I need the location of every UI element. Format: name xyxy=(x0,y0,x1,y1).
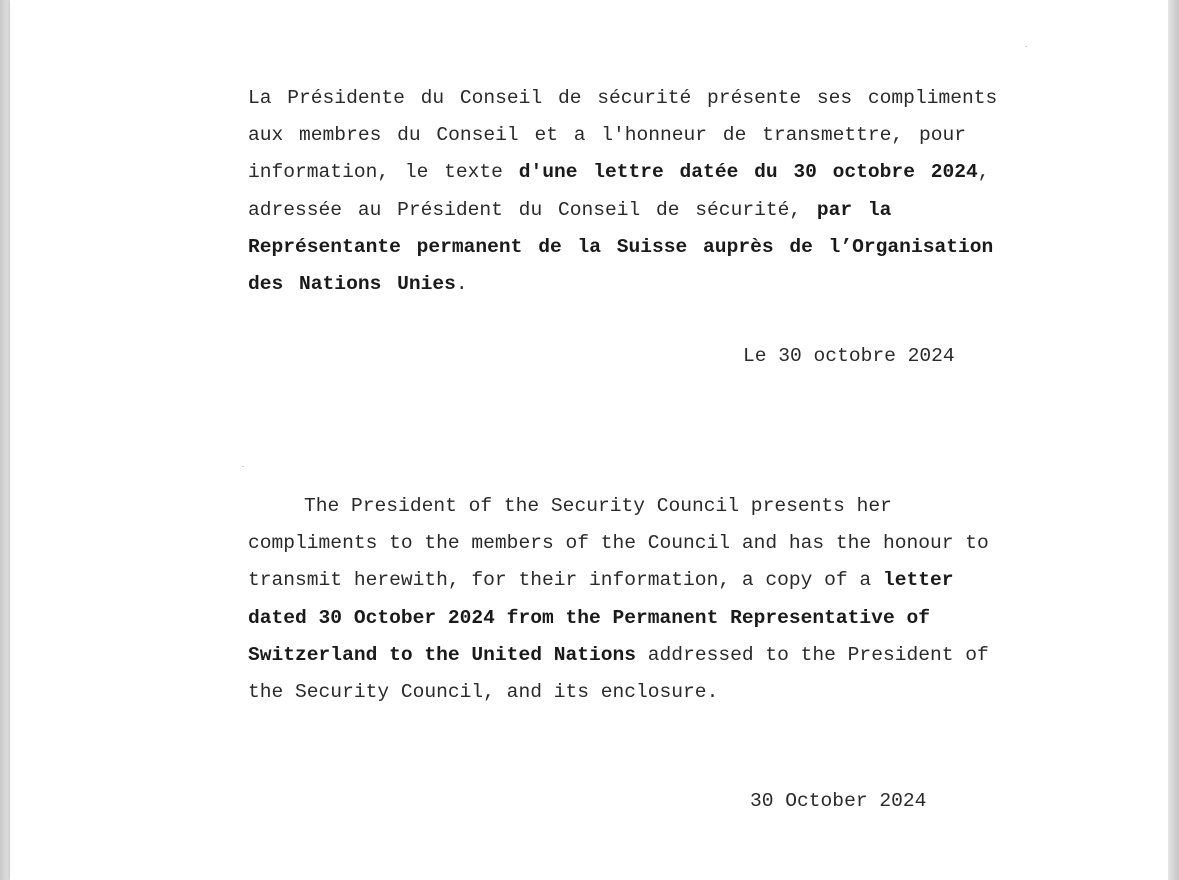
french-text-2: , adressée au Président du Conseil de sécurité, xyxy=(248,161,990,221)
paper-speck xyxy=(242,466,244,467)
english-text-1: The President of the Security Council presents her compliments to the members of the Council and has the honour to transmit herewith, for their information, a copy of a xyxy=(248,495,989,592)
english-bold-letter: letter dated 30 October 2024 from the Permanent Representative of Switzerland to the United Nations xyxy=(248,569,954,666)
french-date: Le 30 octobre 2024 xyxy=(743,345,955,367)
page-right-edge xyxy=(1168,0,1179,880)
page-left-edge xyxy=(0,0,10,880)
paper-speck xyxy=(1025,46,1027,47)
french-note-paragraph xyxy=(248,80,1008,303)
english-date: 30 October 2024 xyxy=(750,790,927,812)
french-text-3: . xyxy=(455,273,468,296)
french-bold-sender: par la Représentante permanent de la Suisse auprès de l’Organisation des Nations Unies xyxy=(248,198,994,296)
english-text-2: addressed to the President of the Security Council, and its enclosure. xyxy=(248,643,989,704)
english-note-paragraph xyxy=(248,488,1008,711)
french-bold-letter-date: d'une lettre datée du 30 octobre 2024 xyxy=(518,161,978,184)
french-text-1: La Présidente du Conseil de sécurité présente ses compliments aux membres du Conseil et a l'honneur de transmettre, pour information, le texte xyxy=(248,87,998,184)
